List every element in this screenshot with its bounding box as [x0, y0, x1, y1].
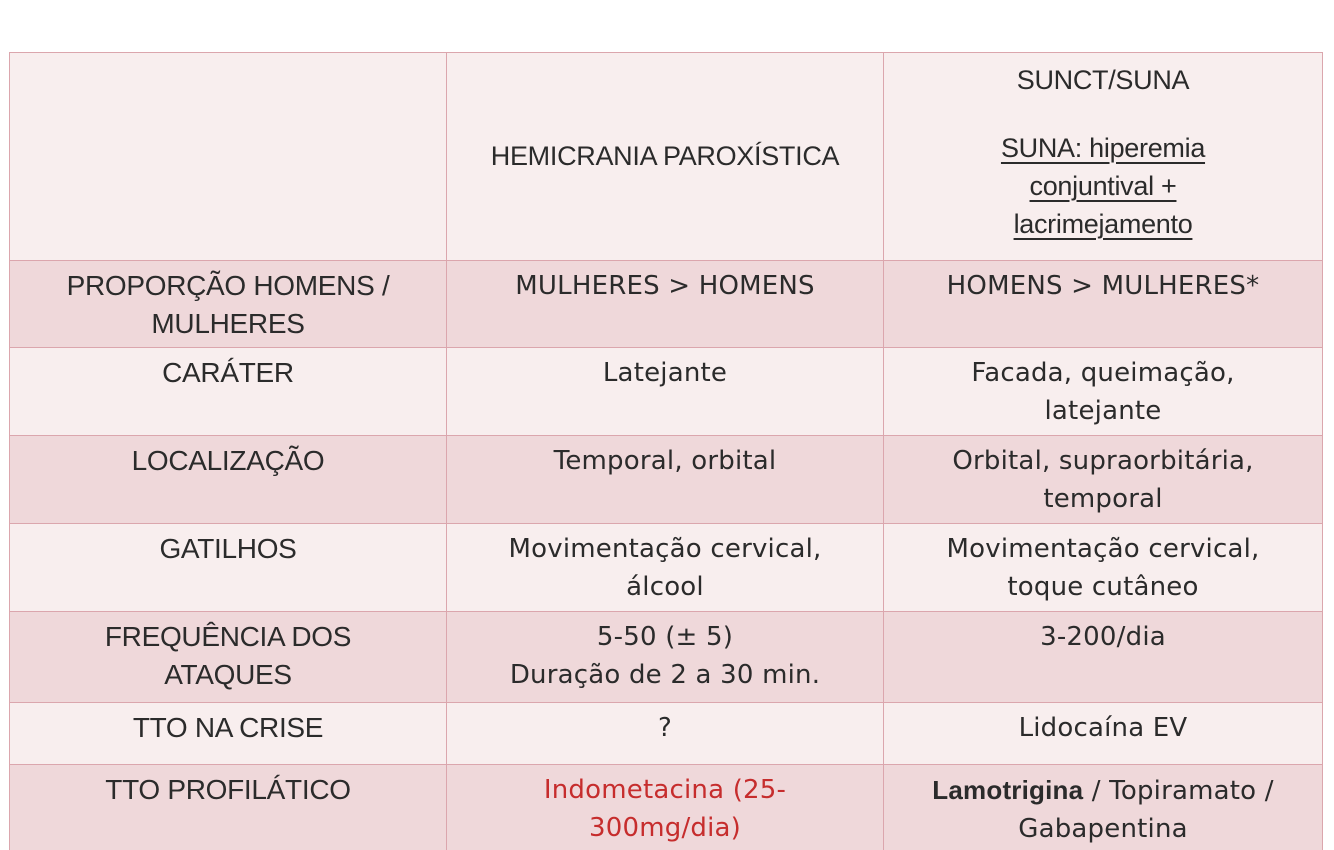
suna-note-line: conjuntival + — [1029, 171, 1177, 201]
sunct-value: temporal — [1043, 484, 1163, 514]
hp-value: 5-50 (± 5) — [596, 622, 734, 652]
row-label-line: ATAQUES — [164, 659, 292, 690]
sunct-value: Gabapentina — [1018, 814, 1188, 844]
hp-value: MULHERES > HOMENS — [515, 271, 815, 301]
hp-value: Latejante — [602, 358, 728, 388]
row-label-line: LOCALIZAÇÃO — [131, 445, 325, 476]
row-label — [10, 612, 447, 703]
header-suna-note — [892, 129, 1314, 243]
row-label-line: GATILHOS — [159, 533, 297, 564]
sunct-cell — [884, 436, 1323, 524]
hp-cell — [447, 261, 884, 348]
suna-note-line: lacrimejamento — [1013, 209, 1193, 239]
sunct-cell — [884, 703, 1323, 765]
header-cell-hemicrania — [447, 53, 884, 261]
sunct-value — [892, 771, 1314, 810]
header-sunct-title: SUNCT/SUNA — [1016, 65, 1190, 95]
sunct-value: Lidocaína EV — [1018, 713, 1188, 743]
hp-value: Duração de 2 a 30 min. — [509, 660, 821, 690]
hp-cell — [447, 612, 884, 703]
sunct-value: Movimentação cervical, — [946, 534, 1260, 564]
hp-value-highlight: 300mg/dia) — [588, 813, 742, 843]
hp-cell — [447, 436, 884, 524]
row-label-line: PROPORÇÃO HOMENS / — [66, 270, 390, 301]
row-proporcao — [10, 261, 1323, 348]
sunct-value-bold: Lamotrigina — [932, 775, 1084, 805]
row-carater — [10, 348, 1323, 436]
row-tto-crise — [10, 703, 1323, 765]
row-frequencia — [10, 612, 1323, 703]
hp-value: Temporal, orbital — [553, 446, 777, 476]
hp-value: ? — [658, 713, 672, 743]
sunct-cell — [884, 524, 1323, 612]
row-label-line: FREQUÊNCIA DOS — [104, 621, 352, 652]
sunct-cell — [884, 612, 1323, 703]
row-label — [10, 436, 447, 524]
row-gatilhos — [10, 524, 1323, 612]
sunct-cell — [884, 765, 1323, 850]
hp-value-highlight: Indometacina (25- — [543, 775, 787, 805]
sunct-value: HOMENS > MULHERES* — [946, 271, 1260, 301]
row-label — [10, 348, 447, 436]
row-localizacao — [10, 436, 1323, 524]
row-label-line: TTO NA CRISE — [132, 712, 324, 743]
row-label — [10, 261, 447, 348]
sunct-value: latejante — [1044, 396, 1162, 426]
sunct-value: 3-200/dia — [1040, 622, 1166, 652]
sunct-cell — [884, 261, 1323, 348]
row-label — [10, 703, 447, 765]
suna-note-line: SUNA: hiperemia — [1000, 133, 1206, 163]
sunct-cell — [884, 348, 1323, 436]
hp-value: álcool — [626, 572, 704, 602]
row-tto-profilatico — [10, 765, 1323, 850]
header-cell-sunct — [884, 53, 1323, 261]
comparison-table — [9, 52, 1323, 850]
header-hemicrania-label: HEMICRANIA PAROXÍSTICA — [490, 141, 840, 171]
row-label-line: CARÁTER — [162, 357, 294, 388]
header-empty-cell — [10, 53, 447, 261]
hp-cell — [447, 348, 884, 436]
hp-cell — [447, 524, 884, 612]
sunct-value: Facada, queimação, — [971, 358, 1235, 388]
header-row — [10, 53, 1323, 261]
row-label-line: TTO PROFILÁTICO — [105, 774, 351, 805]
row-label — [10, 765, 447, 850]
hp-cell — [447, 703, 884, 765]
hp-value: Movimentação cervical, — [508, 534, 822, 564]
row-label-line: MULHERES — [151, 308, 305, 339]
sunct-value: toque cutâneo — [1007, 572, 1199, 602]
sunct-value-rest: / Topiramato / — [1083, 776, 1274, 806]
hp-cell — [447, 765, 884, 850]
sunct-value: Orbital, supraorbitária, — [952, 446, 1254, 476]
row-label — [10, 524, 447, 612]
